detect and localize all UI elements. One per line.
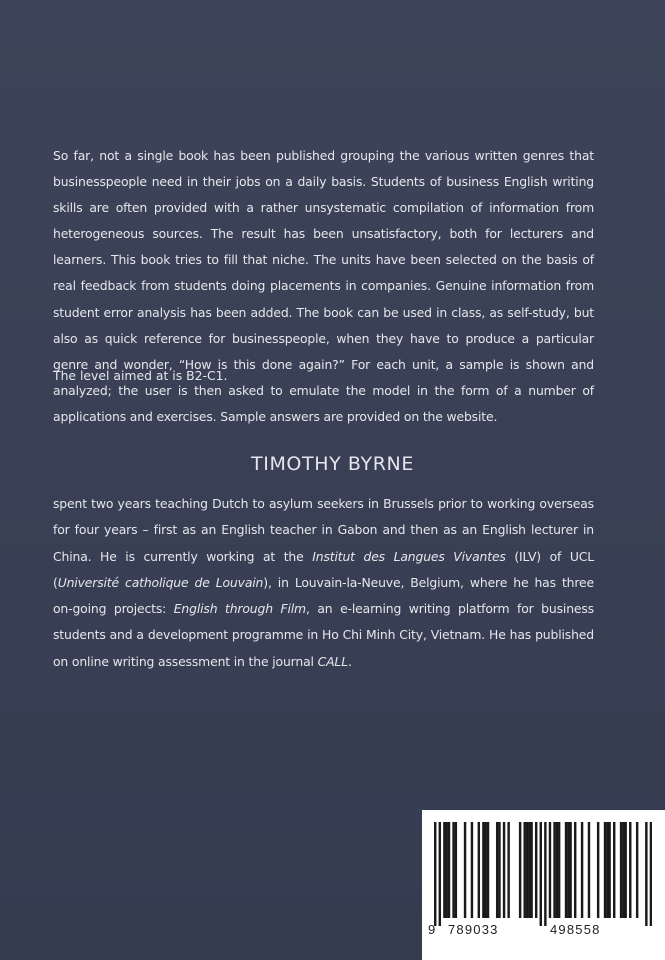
barcode-group-1: 789033: [448, 922, 499, 937]
barcode-bar: [482, 822, 484, 918]
barcode-bar: [544, 822, 546, 926]
barcode-bar: [556, 822, 558, 918]
bio-text-5: .: [347, 653, 352, 669]
bio-text-4: , an e-learning writing platform for business students and a development programme in Ho Chi Minh City, Vietnam. He has published on online writing assessment in the journal: [53, 601, 594, 669]
barcode-bar: [553, 822, 555, 918]
bio-text-1: spent two years teaching Dutch to asylum seekers in Brussels prior to working overseas for four years – first as an English teacher in Gabon and then as an English lecturer in China. He is currently working at the: [53, 496, 594, 564]
barcode-bar: [528, 822, 530, 918]
barcode-bar: [581, 822, 583, 918]
barcode-bar: [519, 822, 521, 918]
barcode-bar: [569, 822, 571, 918]
barcode-bar: [434, 822, 436, 926]
author-name: TIMOTHY BYRNE: [251, 453, 414, 475]
barcode-group-2: 498558: [550, 922, 601, 937]
barcode-bar: [558, 822, 560, 918]
barcode-bar: [452, 822, 454, 918]
barcode-bar: [498, 822, 500, 918]
barcode-bar: [464, 822, 466, 918]
barcode-bar: [496, 822, 498, 918]
barcode-bar: [608, 822, 610, 918]
bio-project: English through Film: [173, 601, 306, 617]
bio-journal: CALL: [317, 653, 348, 669]
barcode-bar: [604, 822, 606, 918]
barcode-bar: [523, 822, 525, 918]
barcode-bar: [567, 822, 569, 918]
barcode-bar: [540, 822, 542, 926]
level-statement: The level aimed at is B2-C1.: [53, 368, 228, 383]
barcode-bar: [484, 822, 486, 918]
bio-university: Université catholique de Louvain: [57, 574, 264, 590]
barcode-lead-digit: 9: [428, 922, 437, 937]
author-bio: [53, 491, 594, 675]
barcode-bars: [434, 822, 652, 926]
barcode-bar: [507, 822, 509, 918]
barcode-bar: [455, 822, 457, 918]
barcode-bar: [443, 822, 445, 918]
barcode-bar: [606, 822, 608, 918]
barcode-bar: [471, 822, 473, 918]
barcode-bar: [645, 822, 647, 926]
barcode-bar: [487, 822, 489, 918]
barcode-box: [422, 810, 665, 960]
barcode-bar: [613, 822, 615, 918]
barcode-bar: [636, 822, 638, 918]
barcode-bar: [549, 822, 551, 918]
barcode-bar: [478, 822, 480, 918]
bio-text-2: (ILV) of UCL (: [53, 548, 594, 590]
bio-text-3: ), in Louvain-la-Neuve, Belgium, where he has three on-going projects:: [53, 574, 594, 617]
barcode-bar: [530, 822, 532, 918]
barcode-bar: [574, 822, 576, 918]
barcode-bar: [622, 822, 624, 918]
book-description: So far, not a single book has been published grouping the various written genres that businesspeople need in their jobs on a daily basis. Students of business English writing skills are often provided with a rather unsystematic compilation of information from heterogeneous sources. The result has been unsatisfactory, both for lecturers and learners. This book tries to fill that niche. The units have been selected on the basis of real feedback from students doing placements in companies. Genuine information from student error analysis has been added. The book can be used in class, as self-study, but also as quick reference for businesspeople, when they have to produce a particular genre and wonder, “How is this done again?” For each unit, a sample is shown and analyzed; the user is then asked to emulate the model in the form of a number of applications and exercises. Sample answers are provided on the website.: [53, 148, 594, 424]
barcode-bar: [588, 822, 590, 918]
barcode-bar: [503, 822, 505, 918]
barcode-bar: [620, 822, 622, 918]
barcode-bar: [535, 822, 537, 918]
barcode-bar: [597, 822, 599, 918]
barcode-bar: [439, 822, 441, 926]
barcode-bar: [526, 822, 528, 918]
bio-institute: Institut des Langues Vivantes: [312, 548, 506, 564]
barcode-bar: [445, 822, 447, 918]
barcode-bar: [629, 822, 631, 918]
barcode-bar: [650, 822, 652, 926]
barcode-bar: [565, 822, 567, 918]
barcode-bar: [624, 822, 626, 918]
barcode-bar: [448, 822, 450, 918]
